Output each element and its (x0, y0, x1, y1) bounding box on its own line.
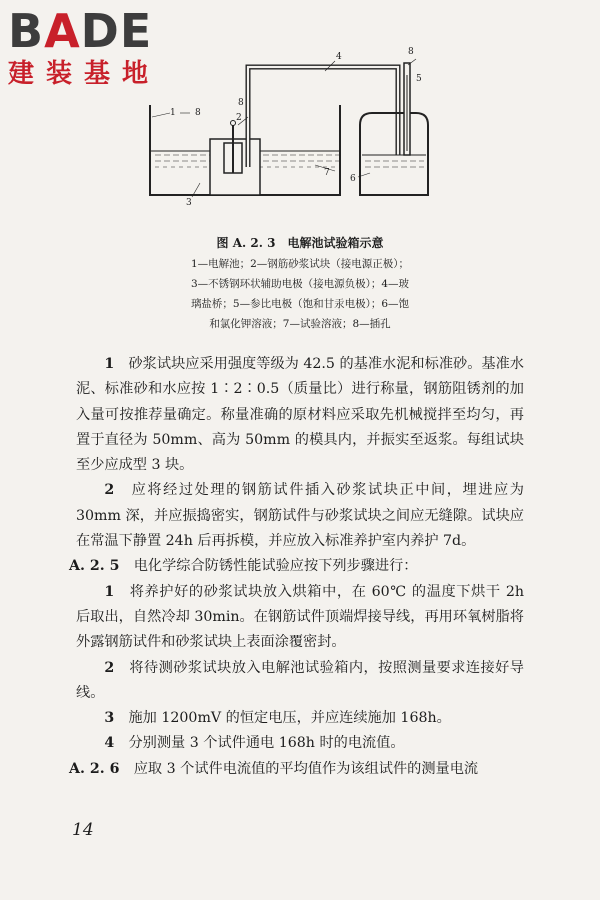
paragraph-text: 将养护好的砂浆试块放入烘箱中，在 60℃ 的温度下烘干 2h 后取出，自然冷却 30min。在钢筋试件顶端焊接导线，再用环氧树脂将外露钢筋试件和砂浆试块上表面涂覆密封。 (76, 583, 524, 651)
item-number: 3 (104, 710, 115, 727)
paragraph (76, 731, 524, 756)
paragraph (76, 352, 524, 478)
section-number: A. 2. 6 (69, 760, 120, 777)
paragraph (76, 706, 524, 731)
label-3: 3 (186, 198, 192, 208)
electrolytic-cell-diagram (140, 47, 440, 215)
item-number: 2 (104, 659, 115, 676)
leader-line (408, 59, 416, 65)
paragraph-text: 将待测砂浆试块放入电解池试验箱内，按照测量要求连接好导线。 (76, 659, 524, 701)
paragraph (76, 478, 524, 554)
paragraph (76, 656, 524, 707)
label-1: 1 (170, 108, 176, 118)
label-4: 4 (336, 52, 342, 62)
insertion-hole (231, 121, 236, 126)
reference-vessel (360, 113, 428, 195)
paragraph (76, 580, 524, 656)
salt-bridge-inner (248, 67, 398, 167)
legend-line: 和氯化钾溶液；7—试验溶液；8—插孔 (209, 318, 391, 330)
body-text (69, 352, 524, 782)
paragraph-text: 应将经过处理的钢筋试件插入砂浆试块正中间，埋进应为 30mm 深，并应振捣密实，钢筋试件与砂浆试块之间应无缝隙。试块应在常温下静置 24h 后再拆模，并应放入标准养护室内养护 7d。 (76, 482, 524, 550)
section-heading (69, 757, 524, 782)
item-number: 1 (104, 583, 115, 600)
item-number: 2 (104, 482, 115, 499)
logo-wordmark (8, 6, 208, 56)
legend-line: 1—电解池；2—钢筋砂浆试块（接电源正极）； (190, 258, 410, 270)
paragraph-text: 砂浆试块应采用强度等级为 42.5 的基准水泥和标准砂。基准水泥、标准砂和水应按 1∶2∶0.5（质量比）进行称量，钢筋阻锈剂的加入量可按推荐量确定。称量准确的原材料应采取先机械搅拌至均匀，再置于直径为 50mm、高为 50mm 的模具内，并振实至返浆。每组试块至少应成型 3 块。 (76, 356, 524, 474)
label-8: 8 (408, 47, 414, 57)
section-heading (69, 554, 524, 579)
figure-caption: 图 A. 2. 3 电解池试验箱示意 (216, 236, 384, 250)
page-number: 14 (72, 820, 94, 840)
paragraph-text: 分别测量 3 个试件通电 168h 时的电流值。 (128, 735, 405, 752)
item-number: 4 (104, 735, 115, 752)
paragraph-text: 应取 3 个试件电流值的平均值作为该组试件的测量电流 (133, 760, 479, 777)
legend-line: 璃盐桥；5—参比电极（饱和甘汞电极）；6—饱 (190, 298, 410, 310)
label-8: 8 (195, 108, 201, 118)
section-number: A. 2. 5 (69, 558, 120, 575)
item-number: 1 (104, 356, 115, 372)
label-6: 6 (350, 174, 356, 184)
paragraph-text: 电化学综合防锈性能试验应按下列步骤进行： (133, 558, 418, 575)
label-8: 8 (238, 98, 244, 108)
label-2: 2 (236, 113, 242, 123)
logo-word-text: BADE (8, 4, 153, 58)
logo-subtitle: 建装基地 (8, 59, 161, 89)
paragraph-text: 施加 1200mV 的恒定电压，并应连续施加 168h。 (128, 710, 451, 727)
label-5: 5 (416, 74, 422, 84)
label-7: 7 (324, 168, 330, 178)
salt-bridge (248, 67, 398, 167)
leader-line (152, 113, 170, 117)
legend-line: 3—不锈钢环状辅助电极（接电源负极）；4—玻 (190, 278, 410, 290)
figure-legend (0, 254, 600, 334)
